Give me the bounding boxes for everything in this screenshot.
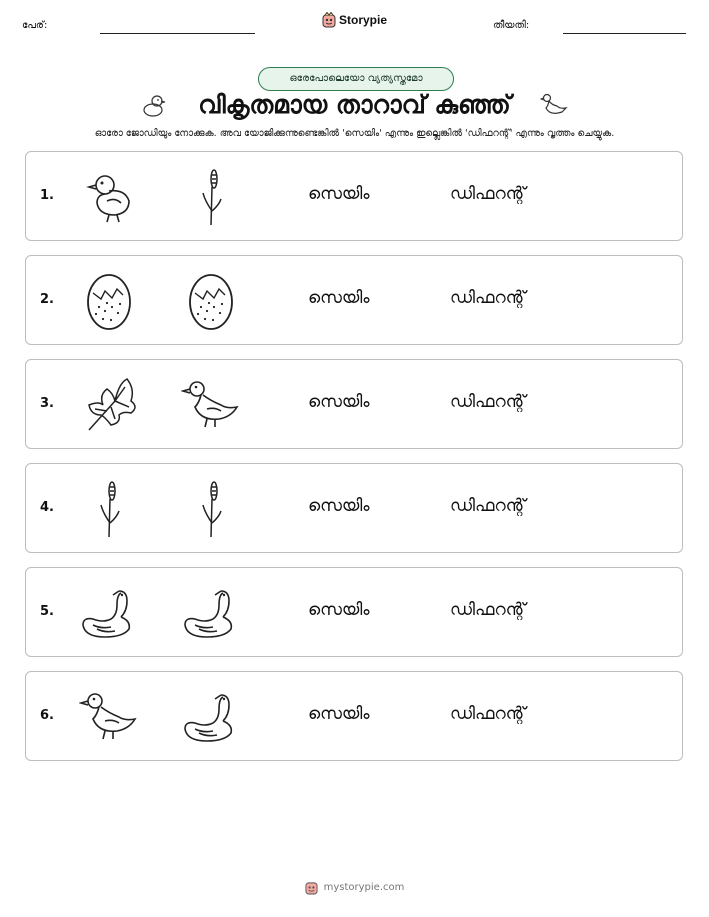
same-option[interactable]: സെയിം xyxy=(308,288,370,308)
different-option[interactable]: ഡിഫറന്റ് xyxy=(450,496,526,516)
duck-icon xyxy=(79,687,139,747)
wheat-icon xyxy=(181,167,241,227)
same-option[interactable]: സെയിം xyxy=(308,704,370,724)
brand-name: Storypie xyxy=(339,13,388,27)
different-option[interactable]: ഡിഫറന്റ് xyxy=(450,600,526,620)
storypie-logo-icon xyxy=(305,880,318,895)
question-row xyxy=(25,463,683,553)
question-number: 4. xyxy=(40,500,54,515)
question-number: 5. xyxy=(40,604,54,619)
same-option[interactable]: സെയിം xyxy=(308,600,370,620)
question-row xyxy=(25,151,683,241)
different-option[interactable]: ഡിഫറന്റ് xyxy=(450,392,526,412)
same-option[interactable]: സെയിം xyxy=(308,392,370,412)
date-line[interactable] xyxy=(563,33,686,34)
question-number: 3. xyxy=(40,396,54,411)
footer xyxy=(0,880,709,895)
footer-url[interactable]: mystorypie.com xyxy=(323,882,405,893)
brand-logo xyxy=(322,12,387,28)
wheat-icon xyxy=(181,479,241,539)
question-row xyxy=(25,671,683,761)
worksheet-type-badge: ഒരേപോലെയോ വ്യത്യസ്തമോ xyxy=(258,67,454,91)
question-number: 1. xyxy=(40,188,54,203)
storypie-logo-icon xyxy=(322,12,336,28)
wheat-icon xyxy=(79,479,139,539)
cracked-egg-icon xyxy=(181,271,241,331)
question-row xyxy=(25,567,683,657)
swan-icon xyxy=(181,687,241,747)
question-number: 2. xyxy=(40,292,54,307)
name-line[interactable] xyxy=(100,33,255,34)
same-option[interactable]: സെയിം xyxy=(308,184,370,204)
duck-icon xyxy=(181,375,241,435)
duckling-icon xyxy=(79,167,139,227)
swan-icon xyxy=(181,583,241,643)
duck-icon xyxy=(540,92,568,120)
swan-icon xyxy=(79,583,139,643)
different-option[interactable]: ഡിഫറന്റ് xyxy=(450,184,526,204)
same-option[interactable]: സെയിം xyxy=(308,496,370,516)
instructions: ഓരോ ജോഡിയും നോക്കുക. അവ യോജിക്കുന്നുണ്ടെങ്കിൽ 'സെയിം' എന്നും ഇല്ലെങ്കിൽ 'ഡിഫറന്റ്' എന്നും വൃത്തം ചെയ്യുക. xyxy=(94,128,615,139)
question-row xyxy=(25,359,683,449)
page-title: വികൃതമായ താറാവ് കുഞ്ഞ് xyxy=(198,90,511,119)
cracked-egg-icon xyxy=(79,271,139,331)
name-label: പേര്: xyxy=(22,20,48,31)
different-option[interactable]: ഡിഫറന്റ് xyxy=(450,288,526,308)
leaf-icon xyxy=(79,375,139,435)
question-number: 6. xyxy=(40,708,54,723)
date-label: തീയതി: xyxy=(493,20,530,31)
question-row xyxy=(25,255,683,345)
different-option[interactable]: ഡിഫറന്റ് xyxy=(450,704,526,724)
